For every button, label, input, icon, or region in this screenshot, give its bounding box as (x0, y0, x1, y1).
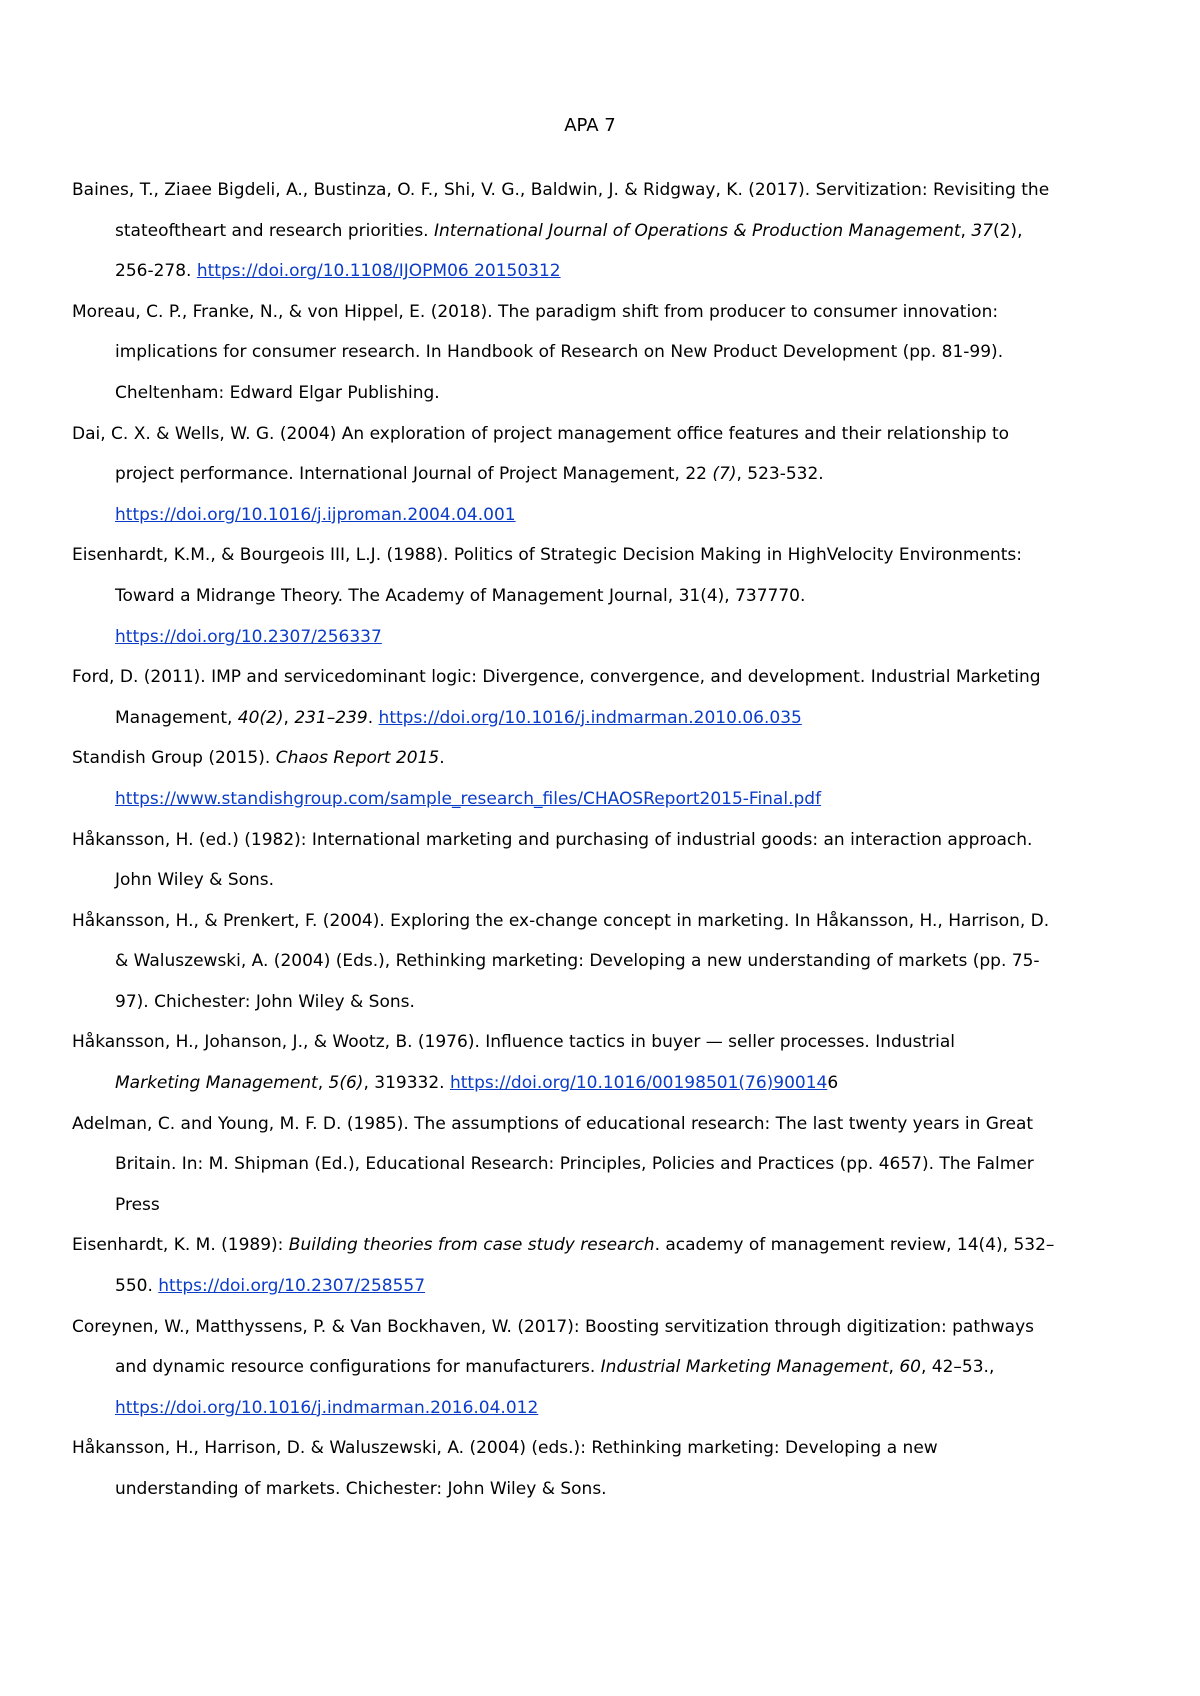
reference-line (72, 1144, 1140, 1185)
reference-text: Standish Group (2015). (72, 748, 276, 769)
italic-text: 37 (971, 220, 993, 241)
reference-line (72, 617, 1140, 658)
doi-link[interactable]: https://doi.org/10.2307/258557 (158, 1276, 426, 1297)
reference-text: Cheltenham: Edward Elgar Publishing. (115, 382, 440, 403)
reference-text: Management, (115, 707, 238, 728)
reference-text: , 42–53., (920, 1357, 995, 1378)
reference-line (72, 251, 1140, 292)
reference-text: (2), (992, 220, 1023, 241)
reference-text: , (960, 220, 972, 241)
reference-line (72, 1388, 1140, 1429)
reference-line (72, 454, 1140, 495)
reference-text: . (439, 748, 445, 769)
reference-text: Ford, D. (2011). IMP and servicedominant logic: Divergence, convergence, and development. Industrial Marketing (72, 667, 1041, 688)
italic-text: International Journal of Operations & Production Management (434, 220, 961, 241)
italic-text: 5(6) (328, 1073, 364, 1094)
reference-text: Adelman, C. and Young, M. F. D. (1985). The assumptions of educational research: The last twenty years in Great (72, 1113, 1034, 1134)
reference-line (72, 292, 1140, 333)
reference-line (72, 860, 1140, 901)
reference-line (72, 1225, 1140, 1266)
reference-line (72, 982, 1140, 1023)
reference-entry (72, 1104, 1140, 1226)
reference-text: Britain. In: M. Shipman (Ed.), Educational Research: Principles, Policies and Practices (pp. 4657). The Falmer (115, 1154, 1034, 1175)
reference-line (72, 1469, 1140, 1510)
reference-text: , 319332. (363, 1073, 450, 1094)
reference-text: John Wiley & Sons. (115, 870, 275, 891)
reference-text: Eisenhardt, K.M., & Bourgeois III, L.J. (1988). Politics of Strategic Decision Making in HighVelocity Environments: (72, 545, 1022, 566)
reference-list (72, 170, 1140, 1510)
reference-entry (72, 901, 1140, 1023)
page-title: APA 7 (564, 115, 616, 136)
reference-text: Toward a Midrange Theory. The Academy of Management Journal, 31(4), 737770. (115, 585, 806, 606)
reference-text: understanding of markets. Chichester: John Wiley & Sons. (115, 1479, 607, 1499)
italic-text: Industrial Marketing Management (600, 1357, 889, 1378)
reference-line (72, 1063, 1140, 1104)
reference-line (72, 941, 1140, 982)
doi-link[interactable]: https://www.standishgroup.com/sample_research_files/CHAOSReport2015-Final.pdf (115, 788, 822, 809)
reference-line (72, 535, 1140, 576)
italic-text: Marketing Management (115, 1073, 318, 1094)
reference-text: & Waluszewski, A. (2004) (Eds.), Rethinking marketing: Developing a new understanding of markets (pp. 75- (115, 951, 1040, 972)
reference-entry (72, 820, 1140, 901)
reference-line (72, 495, 1140, 536)
doi-link[interactable]: https://doi.org/10.1016/j.indmarman.2010.06.035 (378, 707, 802, 728)
reference-entry (72, 1225, 1140, 1306)
reference-entry (72, 535, 1140, 657)
reference-entry (72, 292, 1140, 414)
reference-text: Håkansson, H. (ed.) (1982): International marketing and purchasing of industrial goods: an interaction approach. (72, 829, 1033, 850)
reference-line (72, 414, 1140, 455)
reference-line (72, 901, 1140, 942)
doi-link[interactable]: https://doi.org/10.1108/IJOPM06 20150312 (196, 261, 561, 282)
reference-line (72, 373, 1140, 414)
reference-text: stateoftheart and research priorities. (115, 220, 434, 241)
reference-text: , 523-532. (736, 464, 824, 485)
reference-entry (72, 657, 1140, 738)
reference-text: 97). Chichester: John Wiley & Sons. (115, 991, 415, 1012)
reference-entry (72, 414, 1140, 536)
reference-entry (72, 1022, 1140, 1103)
reference-line (72, 1022, 1140, 1063)
reference-text: Eisenhardt, K. M. (1989): (72, 1235, 289, 1256)
reference-text: . (367, 707, 379, 728)
reference-line (72, 698, 1140, 739)
doi-link[interactable]: https://doi.org/10.1016/j.ijproman.2004.04.001 (115, 504, 516, 525)
reference-line (72, 657, 1140, 698)
reference-text: project performance. International Journal of Project Management, 22 (115, 464, 713, 485)
italic-text: (7) (712, 464, 737, 485)
italic-text: 60 (899, 1357, 921, 1378)
reference-entry (72, 738, 1140, 819)
reference-line (72, 1185, 1140, 1226)
reference-line (72, 1104, 1140, 1145)
reference-line (72, 332, 1140, 373)
italic-text: 40(2) (237, 707, 284, 728)
reference-text: implications for consumer research. In Handbook of Research on New Product Development (pp. 81-99). (115, 342, 1004, 363)
reference-line (72, 1428, 1140, 1469)
reference-line (72, 576, 1140, 617)
reference-text: and dynamic resource configurations for manufacturers. (115, 1357, 601, 1378)
reference-text: 256-278. (115, 261, 197, 282)
italic-text: Chaos Report 2015 (275, 748, 440, 769)
reference-line (72, 1307, 1140, 1348)
reference-text: Moreau, C. P., Franke, N., & von Hippel, E. (2018). The paradigm shift from producer to consumer innovation: (72, 301, 999, 322)
reference-text: Håkansson, H., & Prenkert, F. (2004). Exploring the ex-change concept in marketing. In Håkansson, H., Harrison, D. (72, 910, 1050, 931)
reference-line (72, 170, 1140, 211)
reference-text: , (888, 1357, 900, 1378)
reference-entry (72, 1428, 1140, 1509)
reference-text: Dai, C. X. & Wells, W. G. (2004) An exploration of project management office features and their relationship to (72, 423, 1010, 444)
reference-text: Håkansson, H., Johanson, J., & Wootz, B. (1976). Influence tactics in buyer — seller processes. Industrial (72, 1032, 955, 1053)
reference-text: Press (115, 1194, 160, 1215)
italic-text: 231–239 (294, 707, 368, 728)
italic-text: Building theories from case study research (288, 1235, 655, 1256)
reference-entry (72, 170, 1140, 292)
reference-text: Håkansson, H., Harrison, D. & Waluszewski, A. (2004) (eds.): Rethinking marketing: Developing a new (72, 1438, 938, 1459)
reference-text: 550. (115, 1276, 159, 1297)
doi-link[interactable]: https://doi.org/10.1016/j.indmarman.2016.04.012 (115, 1397, 539, 1418)
doi-link[interactable]: https://doi.org/10.1016/00198501(76)90014 (449, 1073, 828, 1094)
reference-line (72, 779, 1140, 820)
reference-line (72, 211, 1140, 252)
reference-text: , (317, 1073, 329, 1094)
reference-line (72, 820, 1140, 861)
reference-text: Coreynen, W., Matthyssens, P. & Van Bockhaven, W. (2017): Boosting servitization through digitization: pathways (72, 1316, 1035, 1337)
reference-text: , (283, 707, 295, 728)
reference-text: . academy of management review, 14(4), 532– (654, 1235, 1055, 1256)
doi-link[interactable]: https://doi.org/10.2307/256337 (115, 626, 382, 647)
reference-line (72, 738, 1140, 779)
reference-line (72, 1347, 1140, 1388)
reference-text: Baines, T., Ziaee Bigdeli, A., Bustinza, O. F., Shi, V. G., Baldwin, J. & Ridgway, K. (2017). Servitization: Revisiting the (72, 180, 1050, 200)
reference-entry (72, 1307, 1140, 1429)
reference-line (72, 1266, 1140, 1307)
reference-text: 6 (827, 1073, 839, 1094)
